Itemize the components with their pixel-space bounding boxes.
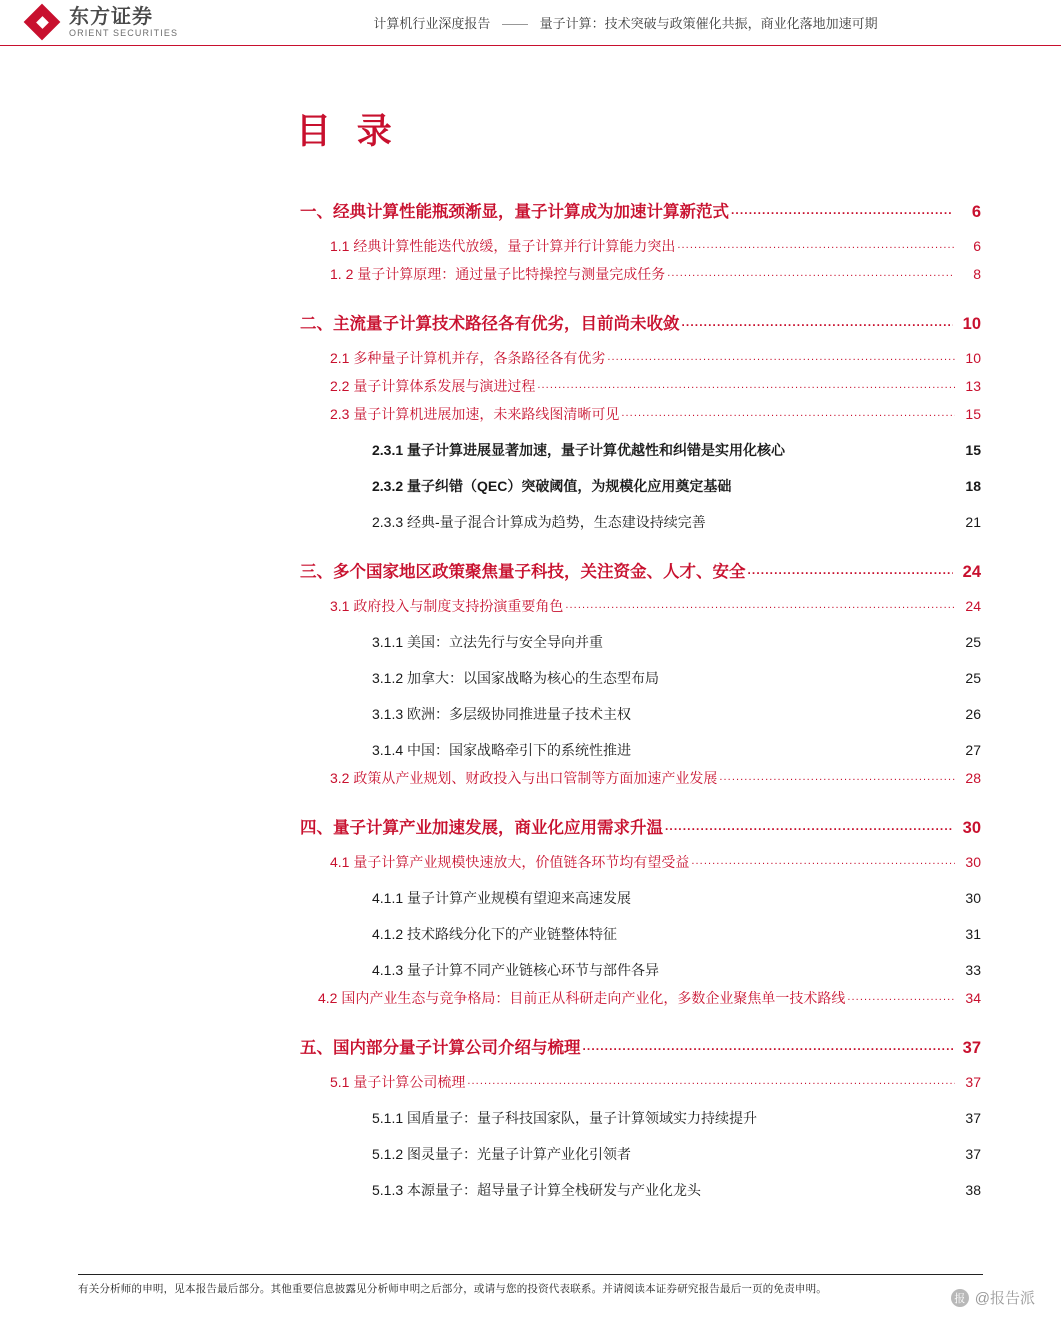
toc-entry-page: 37	[965, 1074, 981, 1090]
toc-entry-label: 二、主流量子计算技术路径各有优劣，目前尚未收敛	[300, 315, 680, 333]
toc-entry-level1[interactable]	[300, 310, 981, 334]
toc-entry-level2[interactable]	[330, 264, 981, 284]
orient-securities-diamond-icon	[26, 6, 60, 40]
toc-entry-level3[interactable]	[372, 740, 981, 760]
toc-entry-label: 三、多个国家地区政策聚焦量子科技，关注资金、人才、安全	[300, 563, 746, 581]
toc-entry-label: 4.1.1 量子计算产业规模有望迎来高速发展	[372, 890, 632, 906]
toc-entry-level3[interactable]	[372, 668, 981, 688]
toc-entry-label: 5.1.3 本源量子：超导量子计算全栈研发与产业化龙头	[372, 1182, 702, 1198]
toc-entry-level1[interactable]	[300, 198, 981, 222]
page-body	[0, 104, 1061, 1200]
page-title: 目 录	[296, 112, 400, 151]
toc-entry-level2[interactable]	[330, 236, 981, 256]
toc-leader	[583, 1036, 954, 1055]
footer-divider	[78, 1274, 983, 1275]
toc-entry-page: 10	[962, 315, 981, 333]
footer-disclaimer: 有关分析师的申明，见本报告最后部分。其他重要信息披露见分析师申明之后部分，或请与您的投资代表联系。并请阅读本证券研究报告最后一页的免责申明。	[78, 1283, 827, 1295]
toc-entry-level2[interactable]	[330, 596, 981, 616]
toc-leader	[621, 403, 955, 419]
toc-entry-page: 25	[965, 670, 981, 686]
toc-entry-level1[interactable]	[300, 558, 981, 582]
page-footer	[0, 1274, 1061, 1320]
toc-entry-page: 30	[962, 819, 981, 837]
toc-entry-page: 30	[965, 854, 981, 870]
toc-entry-page: 13	[965, 378, 981, 394]
toc-entry-level2[interactable]	[330, 852, 981, 872]
toc-entry-page: 37	[962, 1039, 981, 1057]
toc-leader	[565, 595, 955, 611]
toc-entry-page: 8	[973, 266, 981, 282]
toc-leader	[691, 851, 955, 867]
toc-leader	[719, 767, 955, 783]
toc-entry-level3[interactable]	[372, 1180, 981, 1200]
toc-entry-page: 24	[962, 563, 981, 581]
toc-entry-page: 34	[965, 990, 981, 1006]
toc-leader	[682, 312, 954, 331]
toc-entry-page: 6	[971, 203, 981, 221]
toc-entry-level3[interactable]	[372, 1108, 981, 1128]
toc-entry-label: 2.1 多种量子计算机并存，各条路径各有优劣	[330, 350, 606, 366]
toc-entry-label: 1.1 经典计算性能迭代放缓，量子计算并行计算能力突出	[330, 238, 676, 254]
toc-entry-page: 31	[965, 926, 981, 942]
toc-entry-level3[interactable]	[372, 1144, 981, 1164]
toc-entry-level3[interactable]	[372, 476, 981, 496]
header-report-title: 量子计算：技术突破与政策催化共振，商业化落地加速可期	[539, 16, 878, 31]
toc-entry-level2[interactable]	[330, 376, 981, 396]
toc-entry-level2[interactable]	[330, 1072, 981, 1092]
toc-entry-page: 27	[965, 742, 981, 758]
brand-logo	[26, 6, 256, 40]
toc-entry-level3[interactable]	[372, 960, 981, 980]
table-of-contents	[300, 198, 981, 1200]
toc-entry-level3[interactable]	[372, 924, 981, 944]
toc-entry-page: 26	[965, 706, 981, 722]
toc-entry-level3[interactable]	[372, 632, 981, 652]
toc-entry-level2[interactable]	[330, 768, 981, 788]
toc-leader	[665, 816, 953, 835]
toc-entry-label: 4.1 量子计算产业规模快速放大，价值链各环节均有望受益	[330, 854, 690, 870]
toc-entry-level3[interactable]	[372, 888, 981, 908]
header-breadcrumb	[256, 13, 1035, 32]
toc-leader	[847, 987, 955, 1003]
toc-entry-level3[interactable]	[372, 440, 981, 460]
toc-entry-level1[interactable]	[300, 814, 981, 838]
toc-entry-page: 21	[965, 514, 981, 530]
watermark-icon: 报	[951, 1289, 969, 1307]
toc-entry-page: 33	[965, 962, 981, 978]
brand-logo-text	[69, 7, 178, 38]
toc-entry-label: 2.3.3 经典-量子混合计算成为趋势，生态建设持续完善	[372, 514, 706, 530]
toc-entry-label: 四、量子计算产业加速发展，商业化应用需求升温	[300, 819, 663, 837]
toc-entry-page: 30	[965, 890, 981, 906]
toc-leader	[467, 1071, 955, 1087]
toc-entry-level2[interactable]	[318, 988, 981, 1008]
brand-name-en: ORIENT SECURITIES	[69, 27, 179, 38]
header-report-category: 计算机行业深度报告	[373, 16, 491, 31]
toc-entry-page: 25	[965, 634, 981, 650]
toc-entry-label: 5.1.2 图灵量子：光量子计算产业化引领者	[372, 1146, 632, 1162]
toc-entry-page: 28	[965, 770, 981, 786]
toc-leader	[677, 235, 955, 251]
toc-entry-label: 2.2 量子计算体系发展与演进过程	[330, 378, 536, 394]
toc-leader	[731, 200, 953, 219]
toc-leader	[667, 263, 955, 279]
header-separator: ——	[502, 16, 528, 31]
toc-entry-label: 2.3.1 量子计算进展显著加速，量子计算优越性和纠错是实用化核心	[372, 442, 786, 458]
toc-entry-label: 5.1 量子计算公司梳理	[330, 1074, 466, 1090]
toc-entry-label: 一、经典计算性能瓶颈渐显，量子计算成为加速计算新范式	[300, 203, 729, 221]
watermark-label: @报告派	[974, 1290, 1035, 1307]
toc-entry-label: 3.1 政府投入与制度支持扮演重要角色	[330, 598, 564, 614]
toc-entry-label: 1. 2 量子计算原理：通过量子比特操控与测量完成任务	[330, 266, 666, 282]
toc-entry-label: 3.1.4 中国：国家战略牵引下的系统性推进	[372, 742, 632, 758]
toc-entry-label: 4.2 国内产业生态与竞争格局：目前正从科研走向产业化，多数企业聚焦单一技术路线	[318, 990, 846, 1006]
toc-entry-label: 3.1.3 欧洲：多层级协同推进量子技术主权	[372, 706, 632, 722]
toc-entry-level2[interactable]	[330, 348, 981, 368]
toc-entry-label: 2.3 量子计算机进展加速，未来路线图清晰可见	[330, 406, 620, 422]
toc-entry-page: 24	[965, 598, 981, 614]
toc-leader	[607, 347, 955, 363]
brand-name-cn: 东方证券	[69, 5, 153, 28]
toc-leader	[748, 560, 954, 579]
toc-entry-page: 15	[965, 406, 981, 422]
toc-entry-label: 4.1.2 技术路线分化下的产业链整体特征	[372, 926, 618, 942]
toc-entry-page: 15	[965, 442, 981, 458]
page-header	[0, 0, 1061, 46]
toc-entry-level1[interactable]	[300, 1034, 981, 1058]
toc-entry-page: 38	[965, 1182, 981, 1198]
watermark	[951, 1287, 1035, 1308]
toc-entry-level2[interactable]	[330, 404, 981, 424]
toc-entry-page: 6	[973, 238, 981, 254]
toc-entry-level3[interactable]	[372, 704, 981, 724]
toc-entry-label: 3.2 政策从产业规划、财政投入与出口管制等方面加速产业发展	[330, 770, 718, 786]
toc-entry-page: 18	[965, 478, 981, 494]
toc-entry-label: 5.1.1 国盾量子：量子科技国家队，量子计算领域实力持续提升	[372, 1110, 758, 1126]
toc-entry-label: 五、国内部分量子计算公司介绍与梳理	[300, 1039, 581, 1057]
toc-entry-label: 2.3.2 量子纠错（QEC）突破阈值，为规模化应用奠定基础	[372, 478, 732, 494]
toc-entry-label: 4.1.3 量子计算不同产业链核心环节与部件各异	[372, 962, 660, 978]
toc-entry-page: 10	[965, 350, 981, 366]
toc-entry-page: 37	[965, 1110, 981, 1126]
toc-entry-label: 3.1.2 加拿大：以国家战略为核心的生态型布局	[372, 670, 660, 686]
toc-entry-level3[interactable]	[372, 512, 981, 532]
toc-entry-label: 3.1.1 美国：立法先行与安全导向并重	[372, 634, 604, 650]
toc-entry-page: 37	[965, 1146, 981, 1162]
toc-leader	[537, 375, 955, 391]
